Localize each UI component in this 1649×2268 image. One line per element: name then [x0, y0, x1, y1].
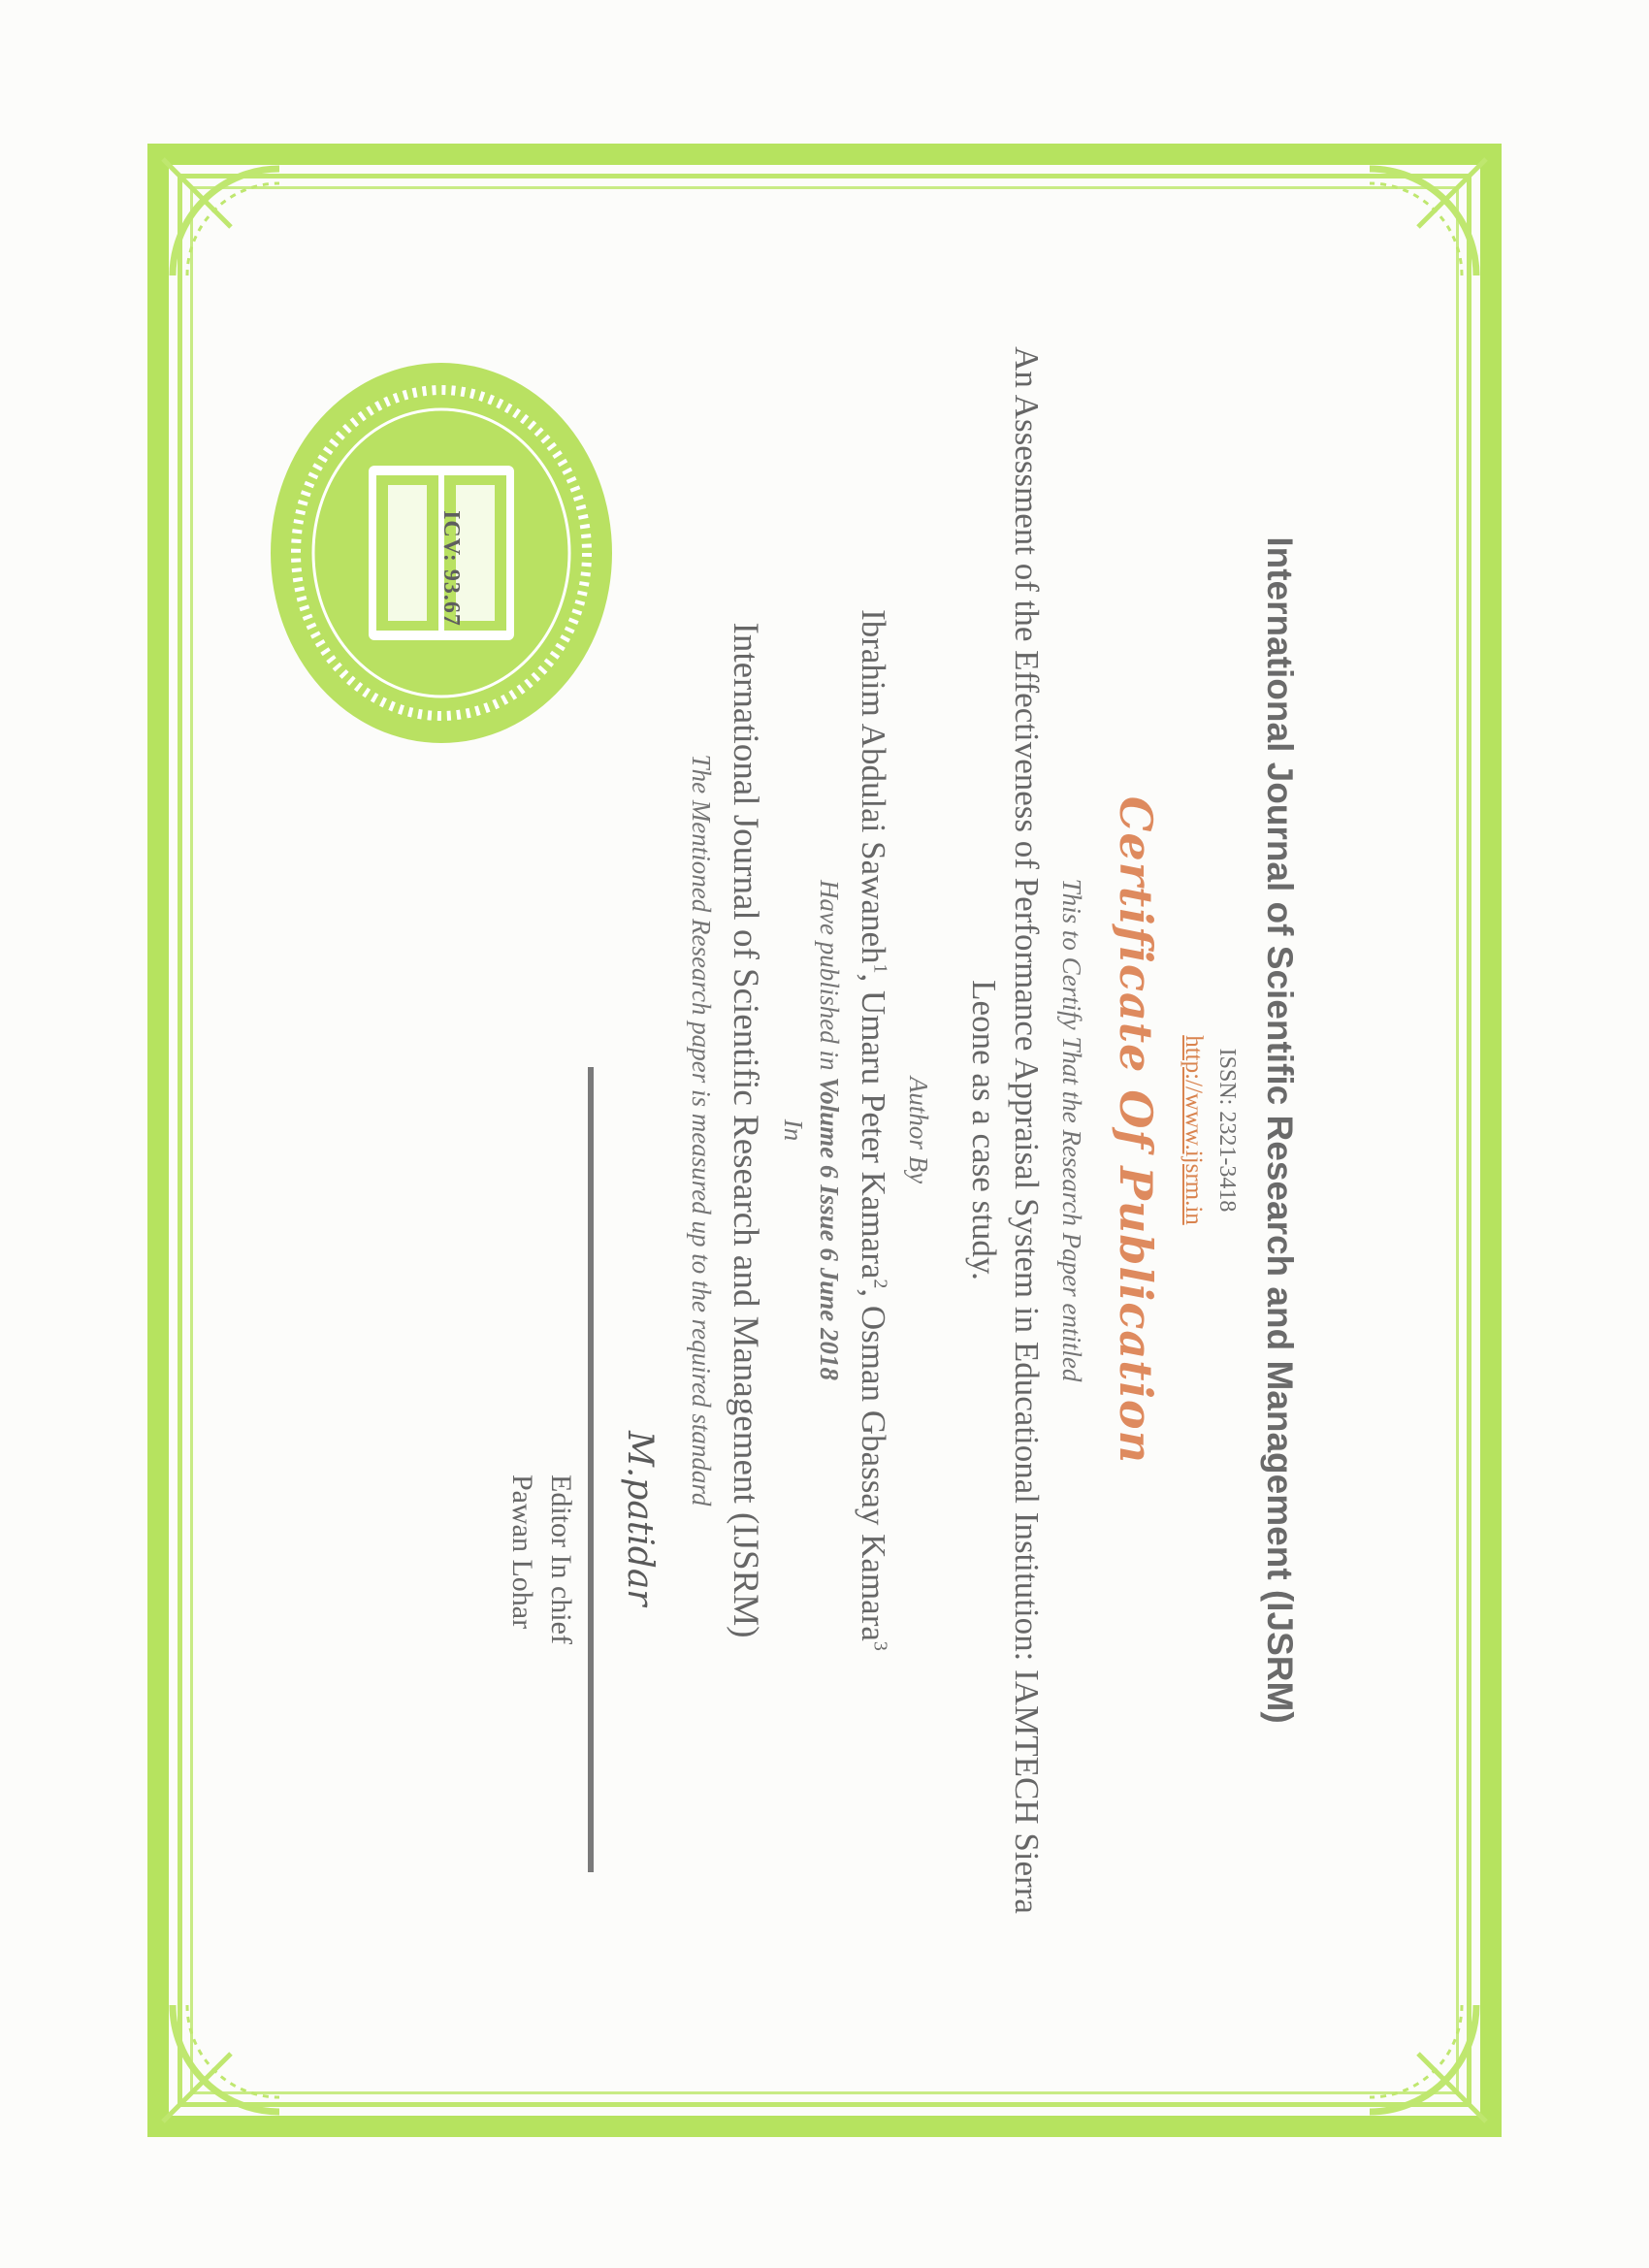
published-prefix: Have published in [815, 879, 844, 1071]
author-list: Ibrahim Abdulai Sawaneh$^1$, Umaru Peter Kamara$^2$, Osman Gbassay Kamara$^3$ [855, 609, 892, 1651]
icv-label: ICV: 93.67 [438, 510, 464, 627]
author-name: Umaru Peter Kamara [855, 990, 892, 1280]
published-statement [814, 243, 844, 2018]
issn-number: ISSN: 2321-3418 [1214, 1048, 1240, 1213]
author-index: 2 [869, 1279, 891, 1289]
author-by-label: Author By [904, 1076, 933, 1184]
author-index: 3 [869, 1640, 891, 1651]
editor-role: Editor In chief [545, 1474, 577, 1644]
certify-statement: This to Certify That the Research Paper entitled [1057, 878, 1086, 1382]
author-index: 1 [869, 963, 891, 974]
journal-title: International Journal of Scientific Research and Management (IJSRM) [1260, 536, 1300, 1724]
journal-website-link[interactable]: http://www.ijsrm.in [1180, 1035, 1207, 1225]
corner-ornament-top-left [153, 149, 299, 295]
certificate-body [301, 243, 1319, 2018]
published-issue: Volume 6 Issue 6 June 2018 [815, 1077, 844, 1381]
corner-ornament-bottom-left [153, 1986, 299, 2131]
corner-ornament-bottom-right [1350, 1986, 1496, 2131]
editor-signature: M.patidar [620, 1431, 660, 1606]
editor-name: Pawan Lohar [506, 1474, 538, 1630]
in-label: In [779, 1118, 808, 1142]
standard-statement: The Mentioned Research paper is measured up to the required standard [687, 754, 716, 1507]
paper-title: An Assessment of the Effectiveness of Performance Appraisal System in Educational Institution: IAMTECH Sierra Leone as a case study. [965, 346, 1046, 1914]
certificate-heading: Certificate Of Publication [1110, 795, 1162, 1465]
corner-ornament-top-right [1350, 149, 1496, 295]
journal-full-name: International Journal of Scientific Research and Management (IJSRM) [726, 622, 765, 1638]
signature-line [588, 1067, 594, 1872]
author-name: Osman Gbassay Kamara [855, 1305, 892, 1641]
author-name: Ibrahim Abdulai Sawaneh [855, 609, 892, 964]
